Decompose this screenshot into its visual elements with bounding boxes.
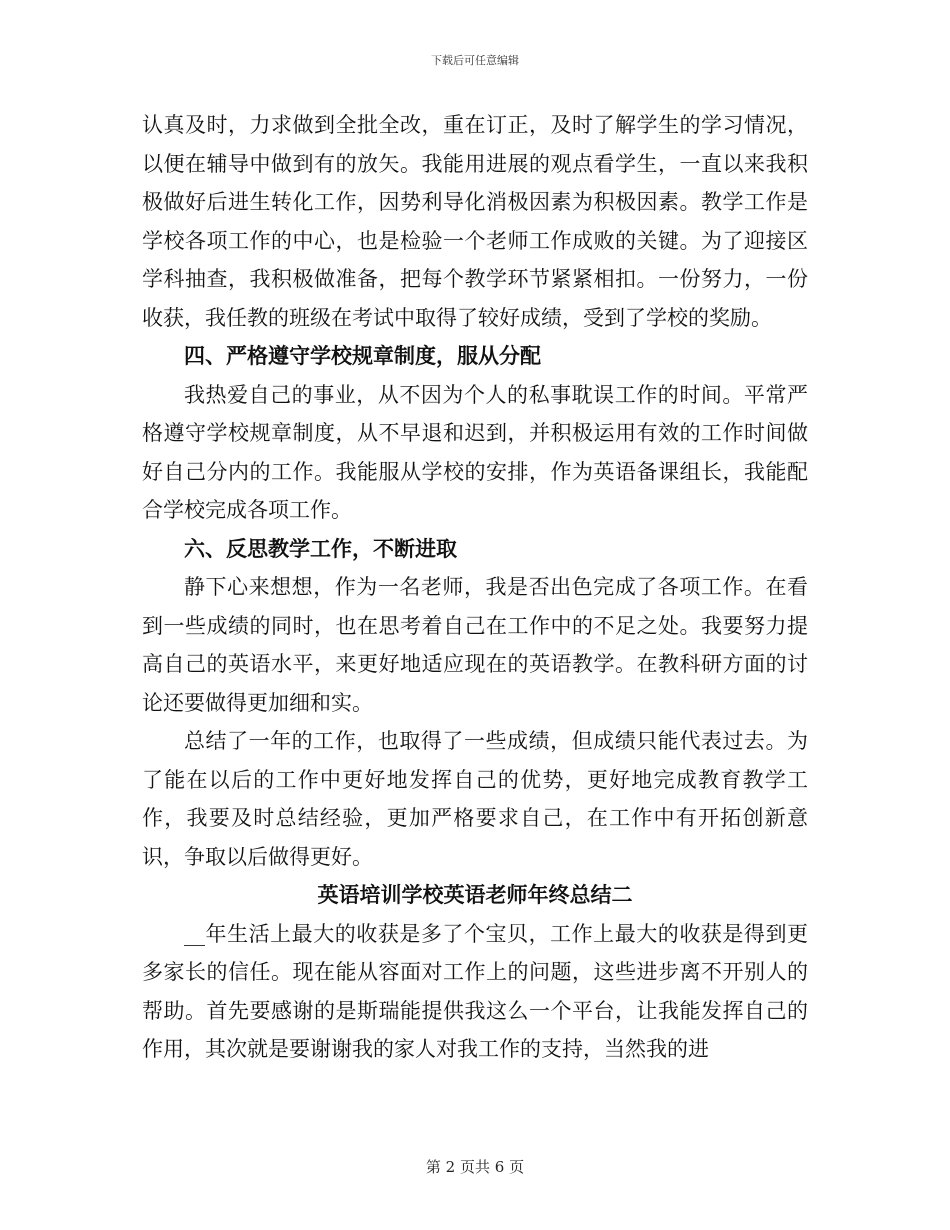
section-heading-4: 四、严格遵守学校规章制度，服从分配 [184,343,541,368]
paragraph: 我热爱自己的事业，从不因为个人的私事耽误工作的时间。平常严格遵守学校规章制度，从不早退和迟到，并积极运用有效的工作时间做好自己分内的工作。我能服从学校的安排，作为英语备课组长，我能配合学校完成各项工作。 [142,382,808,522]
paragraph: 总结了一年的工作，也取得了一些成绩，但成绩只能代表过去。为了能在以后的工作中更好地发挥自己的优势，更好地完成教育教学工作，我要及时总结经验，更加严格要求自己，在工作中有开拓创新意识，争取以后做得更好。 [142,729,808,869]
paragraph: 静下心来想想，作为一名老师，我是否出色完成了各项工作。在看到一些成绩的同时，也在思考着自己在工作中的不足之处。我要努力提高自己的英语水平，来更好地适应现在的英语教学。在教科研方面的讨论还要做得更加细和实。 [142,575,808,715]
page-header: 下载后可任意编辑 [431,54,519,67]
section-heading-6: 六、反思教学工作，不断进取 [184,535,457,561]
paragraph-continued: 认真及时，力求做到全批全改，重在订正，及时了解学生的学习情况，以便在辅导中做到有的放矢。我能用进展的观点看学生，一直以来我积极做好后进生转化工作，因势利导化消极因素为积极因素。教学工作是学校各项工作的中心，也是检验一个老师工作成败的关键。为了迎接区学科抽查，我积极做准备，把每个教学环节紧紧相扣。一份努力，一份收获，我任教的班级在考试中取得了较好成绩，受到了学校的奖励。 [142,113,808,330]
paragraph: __年生活上最大的收获是多了个宝贝，工作上最大的收获是得到更多家长的信任。现在能从容面对工作上的问题，这些进步离不开别人的帮助。首先要感谢的是斯瑞能提供我这么一个平台，让我能发挥自己的作用，其次就是要谢谢我的家人对我工作的支持，当然我的进 [142,921,808,1061]
document-title: 英语培训学校英语老师年终总结二 [317,882,633,907]
page-footer: 第 2 页共 6 页 [425,1158,525,1176]
document-body [142,106,808,1069]
